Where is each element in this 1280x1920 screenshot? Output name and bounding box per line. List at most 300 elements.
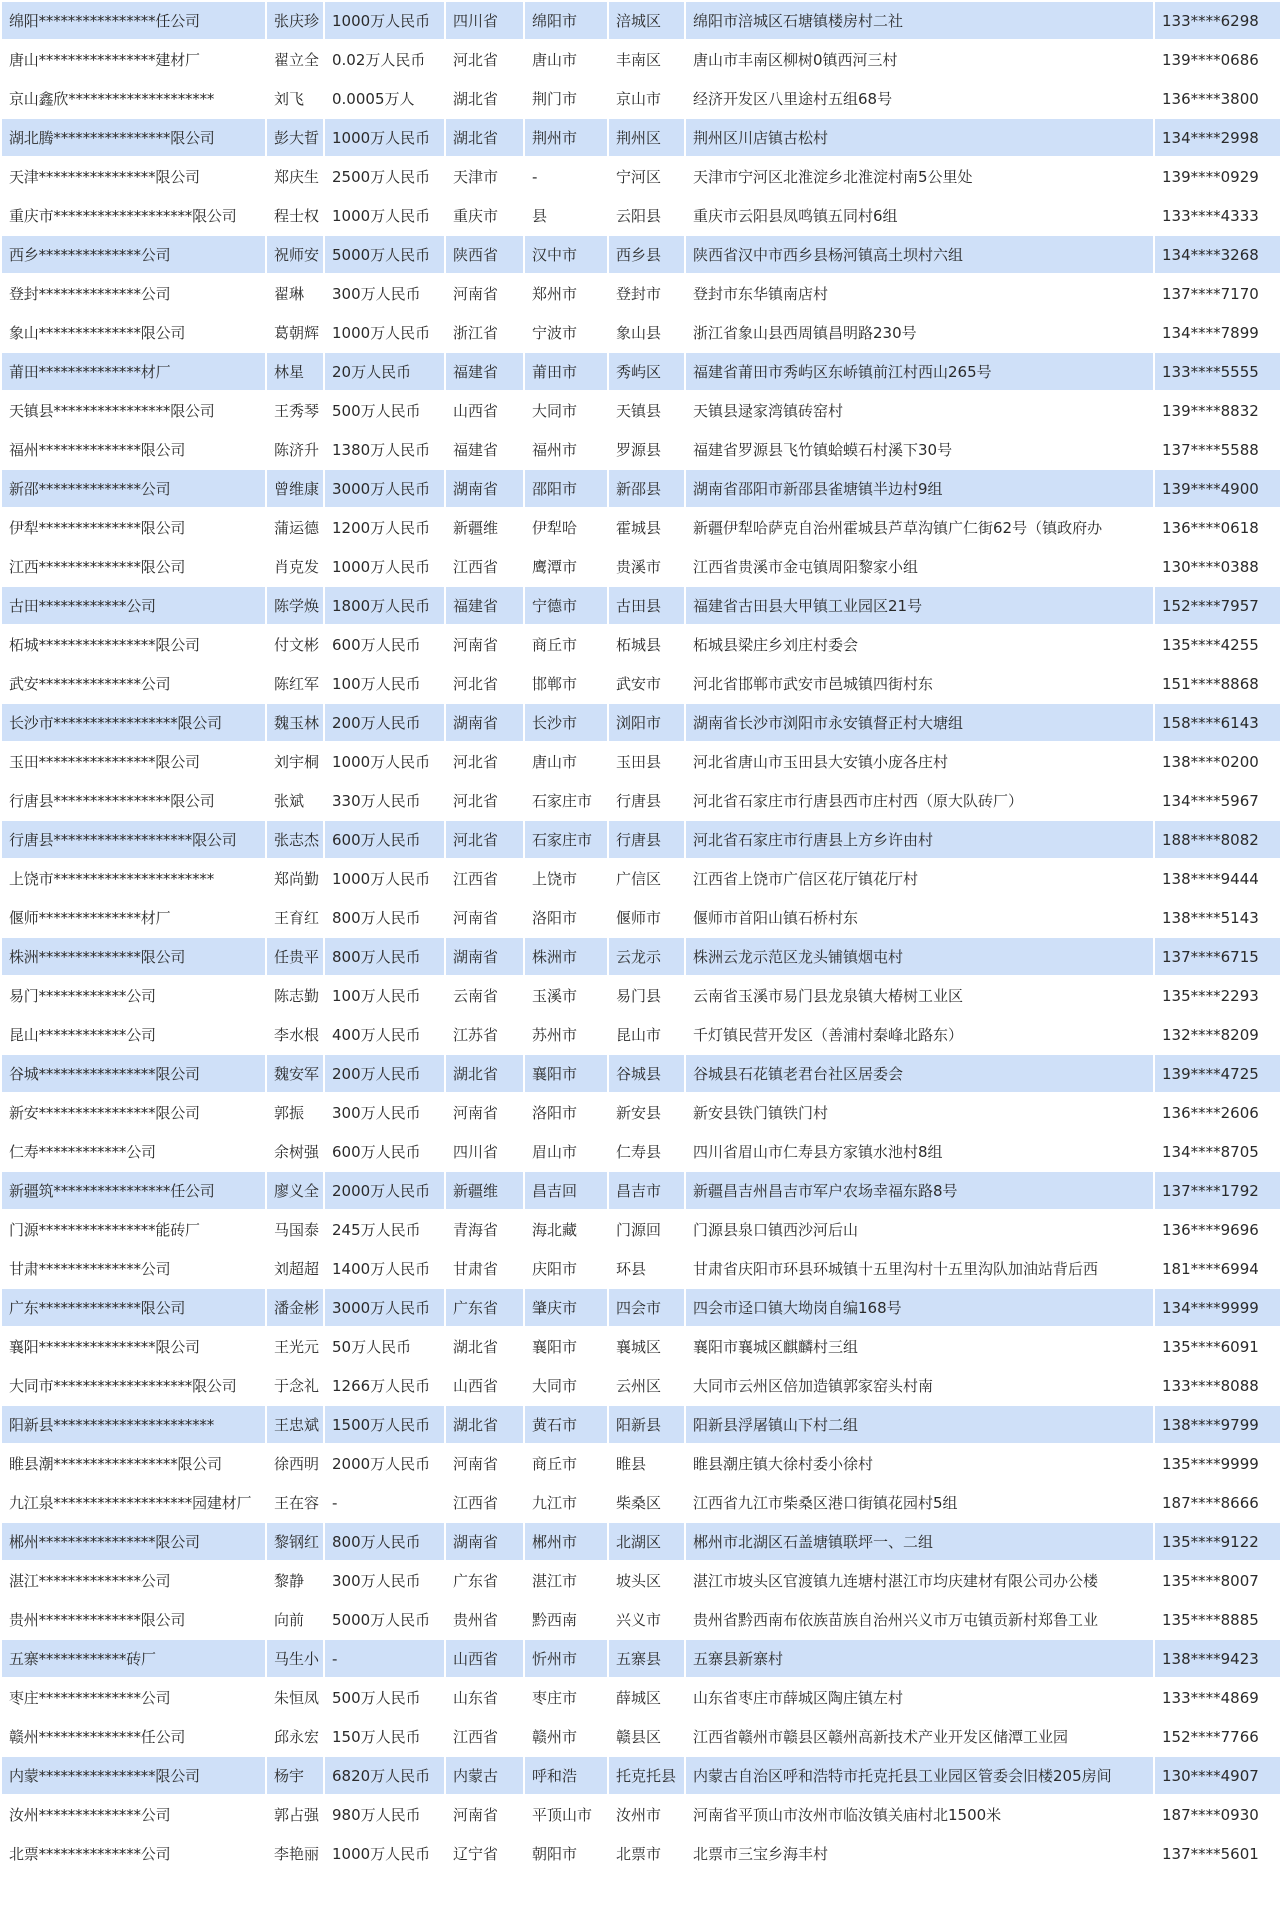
cell-phone: 137****7170	[1154, 274, 1280, 313]
cell-legal-person: 朱恒凤	[266, 1678, 324, 1717]
cell-registered-capital: 0.02万人民币	[324, 40, 445, 79]
cell-district: 五寨县	[608, 1639, 685, 1678]
cell-city: 海北藏	[524, 1210, 608, 1249]
cell-city: 绵阳市	[524, 1, 608, 40]
cell-district: 坡头区	[608, 1561, 685, 1600]
table-row	[1, 742, 1280, 781]
cell-address: 新疆伊犁哈萨克自治州霍城县芦草沟镇广仁街62号（镇政府办	[685, 508, 1154, 547]
cell-legal-person: 向前	[266, 1600, 324, 1639]
cell-district: 武安市	[608, 664, 685, 703]
cell-registered-capital: -	[324, 1639, 445, 1678]
cell-city: 苏州市	[524, 1015, 608, 1054]
cell-city: 黄石市	[524, 1405, 608, 1444]
cell-city: 长沙市	[524, 703, 608, 742]
cell-registered-capital: 600万人民币	[324, 820, 445, 859]
cell-company: 新安****************限公司	[1, 1093, 266, 1132]
cell-company: 甘肃**************公司	[1, 1249, 266, 1288]
cell-phone: 133****5555	[1154, 352, 1280, 391]
cell-province: 湖北省	[445, 1327, 524, 1366]
table-row	[1, 1522, 1280, 1561]
cell-city: 玉溪市	[524, 976, 608, 1015]
cell-registered-capital: 2000万人民币	[324, 1444, 445, 1483]
cell-legal-person: 郭振	[266, 1093, 324, 1132]
cell-registered-capital: -	[324, 1483, 445, 1522]
cell-city: 九江市	[524, 1483, 608, 1522]
cell-city: 石家庄市	[524, 820, 608, 859]
cell-company: 天镇县****************限公司	[1, 391, 266, 430]
cell-address: 绵阳市涪城区石塘镇楼房村二社	[685, 1, 1154, 40]
cell-address: 湖南省长沙市浏阳市永安镇督正村大塘组	[685, 703, 1154, 742]
cell-legal-person: 郭占强	[266, 1795, 324, 1834]
cell-legal-person: 祝师安	[266, 235, 324, 274]
cell-company: 长沙市*****************限公司	[1, 703, 266, 742]
cell-address: 福建省莆田市秀屿区东峤镇前江村西山265号	[685, 352, 1154, 391]
cell-city: 呼和浩	[524, 1756, 608, 1795]
cell-district: 兴义市	[608, 1600, 685, 1639]
cell-address: 云南省玉溪市易门县龙泉镇大椿树工业区	[685, 976, 1154, 1015]
cell-company: 新疆筑****************任公司	[1, 1171, 266, 1210]
cell-province: 河南省	[445, 625, 524, 664]
cell-company: 上饶市**********************	[1, 859, 266, 898]
cell-city: 肇庆市	[524, 1288, 608, 1327]
cell-registered-capital: 400万人民币	[324, 1015, 445, 1054]
cell-phone: 152****7766	[1154, 1717, 1280, 1756]
cell-province: 四川省	[445, 1, 524, 40]
cell-registered-capital: 2500万人民币	[324, 157, 445, 196]
cell-registered-capital: 1000万人民币	[324, 859, 445, 898]
cell-province: 甘肃省	[445, 1249, 524, 1288]
cell-registered-capital: 1000万人民币	[324, 1834, 445, 1873]
table-row	[1, 1600, 1280, 1639]
cell-address: 谷城县石花镇老君台社区居委会	[685, 1054, 1154, 1093]
table-row	[1, 430, 1280, 469]
cell-city: 襄阳市	[524, 1327, 608, 1366]
cell-address: 经济开发区八里途村五组68号	[685, 79, 1154, 118]
cell-district: 霍城县	[608, 508, 685, 547]
cell-phone: 136****0618	[1154, 508, 1280, 547]
cell-phone: 138****9799	[1154, 1405, 1280, 1444]
table-row	[1, 1834, 1280, 1873]
cell-province: 河南省	[445, 1795, 524, 1834]
cell-company: 九江泉*******************园建材厂	[1, 1483, 266, 1522]
cell-city: 上饶市	[524, 859, 608, 898]
table-row	[1, 1561, 1280, 1600]
cell-registered-capital: 6820万人民币	[324, 1756, 445, 1795]
cell-company: 昆山************公司	[1, 1015, 266, 1054]
cell-district: 新安县	[608, 1093, 685, 1132]
cell-phone: 135****2293	[1154, 976, 1280, 1015]
cell-legal-person: 翟立全	[266, 40, 324, 79]
cell-address: 河南省平顶山市汝州市临汝镇关庙村北1500米	[685, 1795, 1154, 1834]
cell-address: 门源县泉口镇西沙河后山	[685, 1210, 1154, 1249]
cell-company: 阳新县**********************	[1, 1405, 266, 1444]
cell-legal-person: 林星	[266, 352, 324, 391]
cell-phone: 181****6994	[1154, 1249, 1280, 1288]
cell-phone: 187****0930	[1154, 1795, 1280, 1834]
cell-province: 河北省	[445, 820, 524, 859]
cell-company: 睢县潮*****************限公司	[1, 1444, 266, 1483]
cell-province: 内蒙古	[445, 1756, 524, 1795]
cell-registered-capital: 1000万人民币	[324, 196, 445, 235]
table-row	[1, 586, 1280, 625]
cell-district: 荆州区	[608, 118, 685, 157]
cell-company: 京山鑫欣********************	[1, 79, 266, 118]
table-row	[1, 625, 1280, 664]
cell-legal-person: 郑庆生	[266, 157, 324, 196]
table-row	[1, 1054, 1280, 1093]
cell-company: 大同市*******************限公司	[1, 1366, 266, 1405]
cell-registered-capital: 5000万人民币	[324, 235, 445, 274]
cell-district: 柴桑区	[608, 1483, 685, 1522]
cell-phone: 139****0929	[1154, 157, 1280, 196]
cell-registered-capital: 2000万人民币	[324, 1171, 445, 1210]
table-row	[1, 1444, 1280, 1483]
cell-company: 古田************公司	[1, 586, 266, 625]
cell-legal-person: 王光元	[266, 1327, 324, 1366]
cell-legal-person: 魏玉林	[266, 703, 324, 742]
cell-phone: 132****8209	[1154, 1015, 1280, 1054]
cell-address: 阳新县浮屠镇山下村二组	[685, 1405, 1154, 1444]
cell-legal-person: 翟琳	[266, 274, 324, 313]
cell-registered-capital: 50万人民币	[324, 1327, 445, 1366]
cell-phone: 130****4907	[1154, 1756, 1280, 1795]
cell-company: 北票**************公司	[1, 1834, 266, 1873]
cell-province: 广东省	[445, 1288, 524, 1327]
table-row	[1, 1132, 1280, 1171]
cell-address: 四会市迳口镇大坳岗自编168号	[685, 1288, 1154, 1327]
cell-legal-person: 付文彬	[266, 625, 324, 664]
cell-legal-person: 任贵平	[266, 937, 324, 976]
cell-phone: 139****4725	[1154, 1054, 1280, 1093]
cell-city: -	[524, 157, 608, 196]
cell-legal-person: 张庆珍	[266, 1, 324, 40]
cell-legal-person: 刘飞	[266, 79, 324, 118]
table-row	[1, 313, 1280, 352]
cell-province: 湖南省	[445, 1522, 524, 1561]
cell-province: 福建省	[445, 430, 524, 469]
cell-province: 湖南省	[445, 703, 524, 742]
cell-city: 株洲市	[524, 937, 608, 976]
cell-city: 宁德市	[524, 586, 608, 625]
cell-address: 唐山市丰南区柳树0镇西河三村	[685, 40, 1154, 79]
cell-phone: 139****0686	[1154, 40, 1280, 79]
cell-company: 湛江**************公司	[1, 1561, 266, 1600]
cell-address: 浙江省象山县西周镇昌明路230号	[685, 313, 1154, 352]
cell-province: 福建省	[445, 352, 524, 391]
table-row	[1, 1015, 1280, 1054]
cell-city: 枣庄市	[524, 1678, 608, 1717]
cell-phone: 187****8666	[1154, 1483, 1280, 1522]
cell-district: 行唐县	[608, 781, 685, 820]
cell-province: 山西省	[445, 1366, 524, 1405]
table-row	[1, 1288, 1280, 1327]
cell-phone: 151****8868	[1154, 664, 1280, 703]
cell-registered-capital: 100万人民币	[324, 976, 445, 1015]
cell-phone: 135****8007	[1154, 1561, 1280, 1600]
cell-address: 新疆昌吉州昌吉市军户农场幸福东路8号	[685, 1171, 1154, 1210]
cell-phone: 133****4333	[1154, 196, 1280, 235]
cell-registered-capital: 600万人民币	[324, 1132, 445, 1171]
cell-city: 商丘市	[524, 625, 608, 664]
cell-registered-capital: 600万人民币	[324, 625, 445, 664]
cell-company: 西乡**************公司	[1, 235, 266, 274]
cell-province: 陕西省	[445, 235, 524, 274]
cell-address: 郴州市北湖区石盖塘镇联坪一、二组	[685, 1522, 1154, 1561]
cell-phone: 139****4900	[1154, 469, 1280, 508]
cell-district: 赣县区	[608, 1717, 685, 1756]
cell-company: 汝州**************公司	[1, 1795, 266, 1834]
cell-address: 江西省贵溪市金屯镇周阳黎家小组	[685, 547, 1154, 586]
cell-district: 丰南区	[608, 40, 685, 79]
cell-district: 登封市	[608, 274, 685, 313]
cell-legal-person: 廖义全	[266, 1171, 324, 1210]
cell-province: 重庆市	[445, 196, 524, 235]
table-row	[1, 1405, 1280, 1444]
cell-district: 昆山市	[608, 1015, 685, 1054]
cell-city: 黔西南	[524, 1600, 608, 1639]
cell-registered-capital: 300万人民币	[324, 1561, 445, 1600]
cell-province: 贵州省	[445, 1600, 524, 1639]
cell-company: 绵阳****************任公司	[1, 1, 266, 40]
cell-legal-person: 潘金彬	[266, 1288, 324, 1327]
cell-registered-capital: 3000万人民币	[324, 1288, 445, 1327]
table-row	[1, 1795, 1280, 1834]
cell-registered-capital: 1000万人民币	[324, 742, 445, 781]
cell-district: 云州区	[608, 1366, 685, 1405]
cell-registered-capital: 245万人民币	[324, 1210, 445, 1249]
cell-address: 株洲云龙示范区龙头铺镇烟屯村	[685, 937, 1154, 976]
cell-company: 易门************公司	[1, 976, 266, 1015]
cell-phone: 136****3800	[1154, 79, 1280, 118]
cell-company: 贵州**************限公司	[1, 1600, 266, 1639]
cell-district: 广信区	[608, 859, 685, 898]
cell-company: 玉田****************限公司	[1, 742, 266, 781]
cell-city: 郑州市	[524, 274, 608, 313]
cell-address: 天镇县逯家湾镇砖窑村	[685, 391, 1154, 430]
cell-address: 贵州省黔西南布依族苗族自治州兴义市万屯镇贡新村郑鲁工业	[685, 1600, 1154, 1639]
cell-city: 伊犁哈	[524, 508, 608, 547]
cell-legal-person: 王在容	[266, 1483, 324, 1522]
cell-company: 柘城****************限公司	[1, 625, 266, 664]
cell-address: 千灯镇民营开发区（善浦村秦峰北路东）	[685, 1015, 1154, 1054]
cell-registered-capital: 300万人民币	[324, 274, 445, 313]
cell-address: 内蒙古自治区呼和浩特市托克托县工业园区管委会旧楼205房间	[685, 1756, 1154, 1795]
cell-phone: 134****5967	[1154, 781, 1280, 820]
cell-city: 莆田市	[524, 352, 608, 391]
cell-registered-capital: 3000万人民币	[324, 469, 445, 508]
cell-registered-capital: 500万人民币	[324, 391, 445, 430]
cell-city: 汉中市	[524, 235, 608, 274]
cell-legal-person: 马生小	[266, 1639, 324, 1678]
cell-legal-person: 黎静	[266, 1561, 324, 1600]
cell-address: 福建省古田县大甲镇工业园区21号	[685, 586, 1154, 625]
cell-province: 天津市	[445, 157, 524, 196]
cell-legal-person: 王忠斌	[266, 1405, 324, 1444]
table-row	[1, 937, 1280, 976]
cell-address: 山东省枣庄市薛城区陶庄镇左村	[685, 1678, 1154, 1717]
table-row	[1, 1756, 1280, 1795]
cell-phone: 133****8088	[1154, 1366, 1280, 1405]
cell-phone: 136****2606	[1154, 1093, 1280, 1132]
cell-district: 罗源县	[608, 430, 685, 469]
cell-company: 株洲**************限公司	[1, 937, 266, 976]
table-row	[1, 781, 1280, 820]
cell-legal-person: 葛朝辉	[266, 313, 324, 352]
cell-district: 行唐县	[608, 820, 685, 859]
cell-address: 登封市东华镇南店村	[685, 274, 1154, 313]
cell-legal-person: 刘宇桐	[266, 742, 324, 781]
cell-phone: 135****8885	[1154, 1600, 1280, 1639]
cell-legal-person: 彭大晢	[266, 118, 324, 157]
cell-company: 湖北腾****************限公司	[1, 118, 266, 157]
cell-province: 江西省	[445, 547, 524, 586]
cell-address: 湖南省邵阳市新邵县雀塘镇半边村9组	[685, 469, 1154, 508]
cell-phone: 134****9999	[1154, 1288, 1280, 1327]
cell-province: 广东省	[445, 1561, 524, 1600]
cell-city: 平顶山市	[524, 1795, 608, 1834]
cell-district: 仁寿县	[608, 1132, 685, 1171]
cell-district: 门源回	[608, 1210, 685, 1249]
cell-address: 北票市三宝乡海丰村	[685, 1834, 1154, 1873]
cell-legal-person: 蒲运德	[266, 508, 324, 547]
cell-phone: 136****9696	[1154, 1210, 1280, 1249]
table-row	[1, 820, 1280, 859]
cell-registered-capital: 1800万人民币	[324, 586, 445, 625]
cell-province: 四川省	[445, 1132, 524, 1171]
cell-province: 湖北省	[445, 1054, 524, 1093]
cell-phone: 135****4255	[1154, 625, 1280, 664]
cell-city: 邯郸市	[524, 664, 608, 703]
cell-address: 新安县铁门镇铁门村	[685, 1093, 1154, 1132]
cell-address: 五寨县新寨村	[685, 1639, 1154, 1678]
cell-district: 宁河区	[608, 157, 685, 196]
cell-company: 行唐县*******************限公司	[1, 820, 266, 859]
table-row	[1, 1639, 1280, 1678]
cell-city: 邵阳市	[524, 469, 608, 508]
cell-registered-capital: 1000万人民币	[324, 547, 445, 586]
cell-phone: 137****5601	[1154, 1834, 1280, 1873]
cell-address: 柘城县梁庄乡刘庄村委会	[685, 625, 1154, 664]
cell-registered-capital: 800万人民币	[324, 937, 445, 976]
cell-address: 襄阳市襄城区麒麟村三组	[685, 1327, 1154, 1366]
cell-address: 重庆市云阳县凤鸣镇五同村6组	[685, 196, 1154, 235]
cell-legal-person: 陈济升	[266, 430, 324, 469]
cell-city: 忻州市	[524, 1639, 608, 1678]
cell-province: 湖北省	[445, 118, 524, 157]
cell-registered-capital: 1380万人民币	[324, 430, 445, 469]
cell-legal-person: 李水根	[266, 1015, 324, 1054]
cell-province: 河南省	[445, 898, 524, 937]
table-row	[1, 469, 1280, 508]
cell-province: 河南省	[445, 274, 524, 313]
cell-phone: 137****5588	[1154, 430, 1280, 469]
cell-province: 江苏省	[445, 1015, 524, 1054]
cell-address: 天津市宁河区北淮淀乡北淮淀村南5公里处	[685, 157, 1154, 196]
cell-company: 天津****************限公司	[1, 157, 266, 196]
cell-province: 湖北省	[445, 79, 524, 118]
cell-province: 浙江省	[445, 313, 524, 352]
cell-company: 仁寿************公司	[1, 1132, 266, 1171]
cell-province: 江西省	[445, 1483, 524, 1522]
cell-phone: 133****4869	[1154, 1678, 1280, 1717]
table-row	[1, 547, 1280, 586]
cell-company: 门源****************能砖厂	[1, 1210, 266, 1249]
table-row	[1, 664, 1280, 703]
cell-city: 大同市	[524, 391, 608, 430]
table-row	[1, 898, 1280, 937]
cell-province: 青海省	[445, 1210, 524, 1249]
cell-legal-person: 王秀琴	[266, 391, 324, 430]
cell-registered-capital: 1200万人民币	[324, 508, 445, 547]
cell-province: 福建省	[445, 586, 524, 625]
cell-company: 行唐县****************限公司	[1, 781, 266, 820]
cell-phone: 138****9423	[1154, 1639, 1280, 1678]
cell-legal-person: 曾维康	[266, 469, 324, 508]
cell-phone: 139****8832	[1154, 391, 1280, 430]
cell-phone: 130****0388	[1154, 547, 1280, 586]
cell-registered-capital: 5000万人民币	[324, 1600, 445, 1639]
cell-address: 河北省唐山市玉田县大安镇小庞各庄村	[685, 742, 1154, 781]
cell-address: 河北省石家庄市行唐县西市庄村西（原大队砖厂）	[685, 781, 1154, 820]
cell-phone: 135****9122	[1154, 1522, 1280, 1561]
table-row	[1, 157, 1280, 196]
cell-district: 玉田县	[608, 742, 685, 781]
cell-legal-person: 郑尚勤	[266, 859, 324, 898]
cell-company: 江西**************限公司	[1, 547, 266, 586]
table-row	[1, 859, 1280, 898]
cell-legal-person: 肖克发	[266, 547, 324, 586]
cell-district: 云龙示	[608, 937, 685, 976]
table-row	[1, 1483, 1280, 1522]
cell-company: 赣州**************任公司	[1, 1717, 266, 1756]
cell-city: 洛阳市	[524, 898, 608, 937]
cell-company: 重庆市*******************限公司	[1, 196, 266, 235]
cell-city: 石家庄市	[524, 781, 608, 820]
table-row	[1, 1717, 1280, 1756]
cell-company: 象山**************限公司	[1, 313, 266, 352]
table-row	[1, 1249, 1280, 1288]
cell-legal-person: 张斌	[266, 781, 324, 820]
cell-city: 荆门市	[524, 79, 608, 118]
cell-registered-capital: 1000万人民币	[324, 118, 445, 157]
cell-legal-person: 程士权	[266, 196, 324, 235]
cell-legal-person: 陈学焕	[266, 586, 324, 625]
cell-district: 北湖区	[608, 1522, 685, 1561]
cell-province: 湖南省	[445, 937, 524, 976]
cell-legal-person: 余树强	[266, 1132, 324, 1171]
cell-district: 易门县	[608, 976, 685, 1015]
table-row	[1, 976, 1280, 1015]
cell-district: 西乡县	[608, 235, 685, 274]
cell-phone: 138****5143	[1154, 898, 1280, 937]
cell-phone: 134****7899	[1154, 313, 1280, 352]
cell-district: 汝州市	[608, 1795, 685, 1834]
table-row	[1, 352, 1280, 391]
cell-district: 贵溪市	[608, 547, 685, 586]
cell-district: 京山市	[608, 79, 685, 118]
cell-legal-person: 张志杰	[266, 820, 324, 859]
cell-legal-person: 陈志勤	[266, 976, 324, 1015]
table-row	[1, 508, 1280, 547]
table-row	[1, 1171, 1280, 1210]
cell-address: 河北省邯郸市武安市邑城镇四街村东	[685, 664, 1154, 703]
cell-district: 襄城区	[608, 1327, 685, 1366]
table-row	[1, 235, 1280, 274]
cell-company: 枣庄**************公司	[1, 1678, 266, 1717]
cell-company: 唐山****************建材厂	[1, 40, 266, 79]
cell-registered-capital: 1000万人民币	[324, 313, 445, 352]
table-row	[1, 1678, 1280, 1717]
